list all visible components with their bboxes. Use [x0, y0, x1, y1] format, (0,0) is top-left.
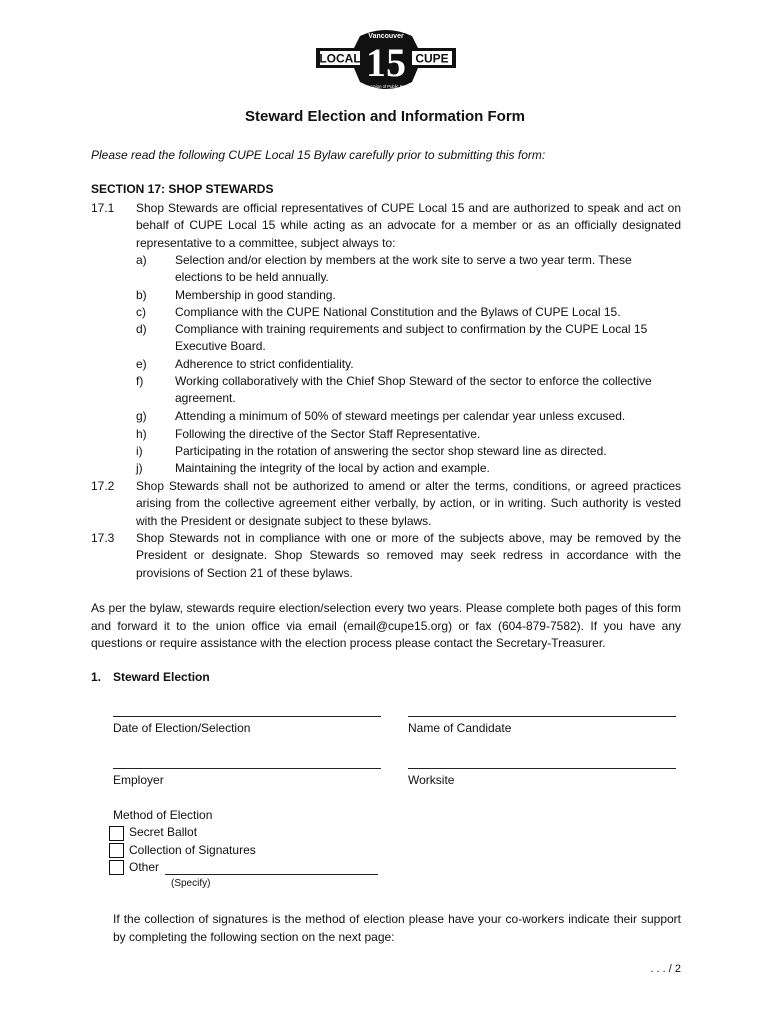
list-item: Attending a minimum of 50% of steward meetings per calendar year unless excused.: [175, 409, 626, 423]
item-letter: i): [136, 444, 143, 458]
clause-text: Shop Stewards not in compliance with one or more of the subjects above, may be removed by the President or designate. Shop Stewards so removed may seek redress in accordance with the provisions of Section 21 of these bylaws.: [136, 531, 681, 580]
section-number: 1.: [91, 670, 102, 684]
clause-number: 17.3: [91, 531, 115, 545]
item-letter: e): [136, 357, 147, 371]
worksite-field[interactable]: [408, 768, 676, 769]
list-item: Participating in the rotation of answering the sector shop steward line as directed.: [175, 444, 607, 458]
date-of-election-field[interactable]: [113, 716, 381, 717]
section-heading: SECTION 17: SHOP STEWARDS: [91, 182, 274, 196]
intro-text: Please read the following CUPE Local 15 Bylaw carefully prior to submitting this form:: [91, 148, 546, 162]
logo-union-text: Canadian Union of Public Employees: [351, 84, 421, 89]
list-item: Compliance with training requirements and subject to confirmation by the CUPE Local 15 Executive Board.: [175, 322, 648, 354]
name-of-candidate-label: Name of Candidate: [408, 721, 512, 735]
list-item: Compliance with the CUPE National Constitution and the Bylaws of CUPE Local 15.: [175, 305, 621, 319]
name-of-candidate-field[interactable]: [408, 716, 676, 717]
logo-number: 15: [366, 40, 406, 85]
logo-local-text: LOCAL: [319, 51, 361, 66]
method-of-election-label: Method of Election: [113, 808, 213, 822]
item-letter: h): [136, 427, 147, 441]
other-specify-field[interactable]: [165, 874, 378, 875]
collection-of-signatures-label: Collection of Signatures: [129, 843, 256, 857]
logo-city-text: Vancouver: [368, 33, 404, 40]
item-letter: j): [136, 461, 143, 475]
list-item: Selection and/or election by members at the work site to serve a two year term. These elections to be held annually.: [175, 253, 632, 285]
list-item: Working collaboratively with the Chief Shop Steward of the sector to enforce the collective agreement.: [175, 374, 652, 406]
secret-ballot-label: Secret Ballot: [129, 825, 198, 839]
item-letter: f): [136, 374, 144, 388]
clause-number: 17.1: [91, 201, 115, 215]
clause-number: 17.2: [91, 479, 115, 493]
page-indicator: . . . / 2: [650, 963, 681, 975]
clause-text: Shop Stewards shall not be authorized to amend or alter the terms, conditions, or agreed practices arising from the collective agreement either verbally, by action, or in writing. Such authority is vested with the President or designate subject to these bylaws.: [136, 479, 681, 528]
item-letter: d): [136, 322, 147, 336]
form-title: Steward Election and Information Form: [244, 108, 526, 125]
signatures-note: If the collection of signatures is the method of election please have your co-workers indicate their support by completing the following section on the next page:: [113, 912, 681, 944]
list-item: Following the directive of the Sector Staff Representative.: [175, 427, 481, 441]
item-letter: b): [136, 288, 147, 302]
employer-field[interactable]: [113, 768, 381, 769]
clause-text: Shop Stewards are official representatives of CUPE Local 15 and are authorized to speak and act on behalf of CUPE Local 15 while acting as an advocate for a member or as an officially designated representative to a committee, subject always to:: [136, 201, 681, 250]
list-item: Membership in good standing.: [175, 288, 336, 302]
collection-of-signatures-checkbox[interactable]: [109, 843, 124, 858]
other-label: Other: [129, 860, 160, 874]
item-letter: a): [136, 253, 147, 267]
section-title: Steward Election: [113, 670, 210, 684]
cupe-local-15-logo: [312, 22, 460, 100]
item-letter: g): [136, 409, 147, 423]
list-item: Adherence to strict confidentiality.: [175, 357, 354, 371]
other-checkbox[interactable]: [109, 860, 124, 875]
worksite-label: Worksite: [408, 773, 455, 787]
list-item: Maintaining the integrity of the local by action and example.: [175, 461, 490, 475]
secret-ballot-checkbox[interactable]: [109, 826, 124, 841]
item-letter: c): [136, 305, 146, 319]
logo-cupe-text: CUPE: [415, 51, 449, 66]
date-of-election-label: Date of Election/Selection: [113, 721, 251, 735]
specify-hint: (Specify): [171, 878, 211, 889]
employer-label: Employer: [113, 773, 164, 787]
steward-election-heading: [91, 670, 210, 684]
instructions-paragraph: As per the bylaw, stewards require election/selection every two years. Please complete both pages of this form and forward it to the union office via email (email@cupe15.org) or fax (604-879-7582). If you have any questions or require assistance with the election process please contact the Secretary-Treasurer.: [91, 601, 681, 651]
